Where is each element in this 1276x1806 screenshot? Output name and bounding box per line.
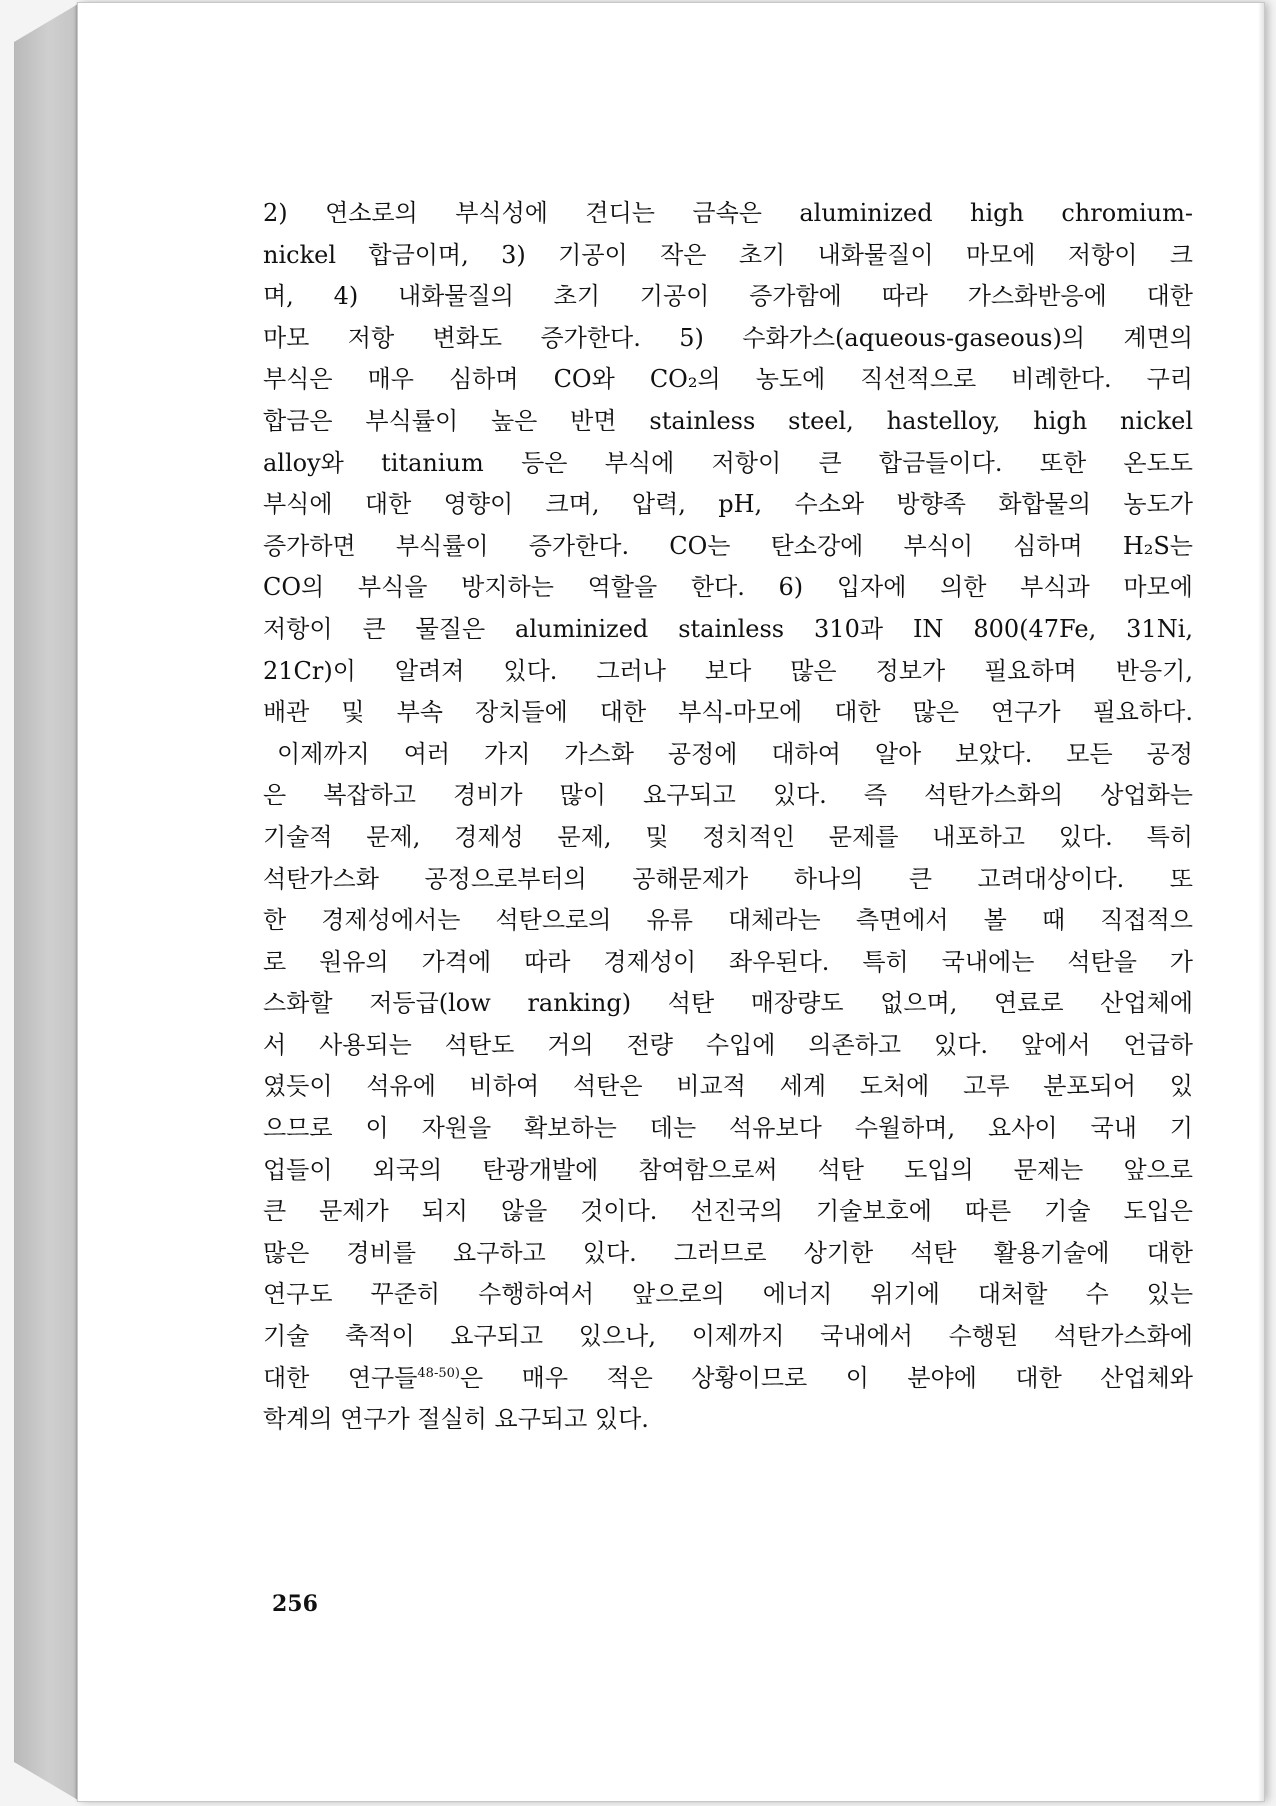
text-fragment: 대한 연구들 [263, 1363, 418, 1392]
text-line: 석탄가스화 공정으로부터의 공해문제가 하나의 큰 고려대상이다. 또 [263, 864, 1193, 893]
text-line: 한 경제성에서는 석탄으로의 유류 대체라는 측면에서 볼 때 직접적으 [263, 906, 1193, 935]
text-line: 학계의 연구가 절실히 요구되고 있다. [263, 1405, 649, 1434]
text-line: 마모 저항 변화도 증가한다. 5) 수화가스(aqueous-gaseous)의 계면의 [263, 323, 1193, 352]
text-line: nickel 합금이며, 3) 기공이 작은 초기 내화물질이 마모에 저항이 크 [263, 240, 1193, 269]
text-line: 많은 경비를 요구하고 있다. 그러므로 상기한 석탄 활용기술에 대한 [263, 1238, 1193, 1267]
text-line: 부식에 대한 영향이 크며, 압력, pH, 수소와 방향족 화합물의 농도가 [263, 490, 1193, 519]
text-line: 큰 문제가 되지 않을 것이다. 선진국의 기술보호에 따른 기술 도입은 [263, 1197, 1193, 1226]
text-line: 으므로 이 자원을 확보하는 데는 석유보다 수월하며, 요사이 국내 기 [263, 1114, 1193, 1143]
page-number: 256 [272, 1591, 318, 1617]
text-fragment: 은 매우 적은 상황이므로 이 분야에 대한 산업체와 [459, 1363, 1193, 1392]
text-line: 업들이 외국의 탄광개발에 참여함으로써 석탄 도입의 문제는 앞으로 [263, 1155, 1193, 1184]
text-line: 부식은 매우 심하며 CO와 CO₂의 농도에 직선적으로 비례한다. 구리 [263, 365, 1193, 394]
text-line: 합금은 부식률이 높은 반면 stainless steel, hastelloy, high nickel [263, 406, 1193, 435]
text-line: 21Cr)이 알려져 있다. 그러나 보다 많은 정보가 필요하며 반응기, [263, 656, 1193, 685]
book-page [78, 3, 1264, 1801]
text-line: 배관 및 부속 장치들에 대한 부식-마모에 대한 많은 연구가 필요하다. [263, 698, 1193, 727]
text-line: 이제까지 여러 가지 가스화 공정에 대하여 알아 보았다. 모든 공정 [277, 739, 1193, 768]
text-line: 증가하면 부식률이 증가한다. CO는 탄소강에 부식이 심하며 H₂S는 [263, 531, 1193, 560]
text-line: 며, 4) 내화물질의 초기 기공이 증가함에 따라 가스화반응에 대한 [263, 282, 1193, 311]
text-line-with-citation [263, 1358, 1193, 1400]
text-line: 로 원유의 가격에 따라 경제성이 좌우된다. 특히 국내에는 석탄을 가 [263, 947, 1193, 976]
text-line: 기술적 문제, 경제성 문제, 및 정치적인 문제를 내포하고 있다. 특히 [263, 822, 1193, 851]
page-edge [1258, 3, 1264, 1801]
text-line: 은 복잡하고 경비가 많이 요구되고 있다. 즉 석탄가스화의 상업화는 [263, 781, 1193, 810]
citation-reference: 48-50) [417, 1365, 460, 1381]
text-line: 였듯이 석유에 비하여 석탄은 비교적 세계 도처에 고루 분포되어 있 [263, 1072, 1193, 1101]
body-text [263, 193, 1193, 1441]
text-line: 스화할 저등급(low ranking) 석탄 매장량도 없으며, 연료로 산업체에 [263, 989, 1193, 1018]
text-line: 연구도 꾸준히 수행하여서 앞으로의 에너지 위기에 대처할 수 있는 [263, 1280, 1193, 1309]
text-line: 기술 축적이 요구되고 있으나, 이제까지 국내에서 수행된 석탄가스화에 [263, 1322, 1193, 1351]
text-line: CO의 부식을 방지하는 역할을 한다. 6) 입자에 의한 부식과 마모에 [263, 573, 1193, 602]
text-line: 2) 연소로의 부식성에 견디는 금속은 aluminized high chromium- [263, 199, 1193, 227]
text-line: 저항이 큰 물질은 aluminized stainless 310과 IN 800(47Fe, 31Ni, [263, 614, 1193, 643]
book-spine [14, 4, 78, 1800]
text-line: alloy와 titanium 등은 부식에 저항이 큰 합금들이다. 또한 온도도 [263, 448, 1193, 477]
text-line: 서 사용되는 석탄도 거의 전량 수입에 의존하고 있다. 앞에서 언급하 [263, 1030, 1193, 1059]
